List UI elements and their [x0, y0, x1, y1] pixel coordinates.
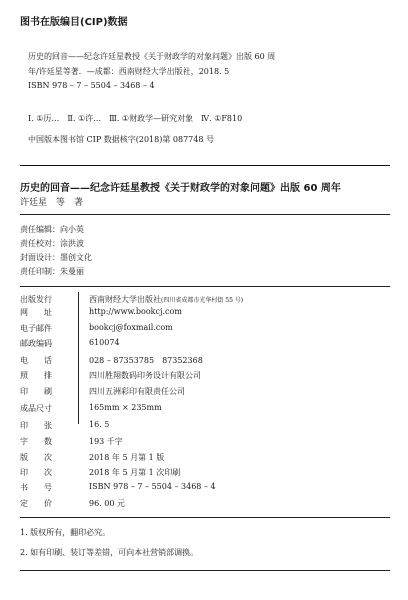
detail-value: 028 – 87353785 87352368 [89, 356, 203, 365]
detail-value: 16. 5 [89, 420, 110, 429]
detail-row-publisher [20, 294, 390, 306]
detail-value: 2018 年 5 月第 1 次印刷 [89, 468, 181, 477]
detail-value: 四川五洲彩印有限责任公司 [89, 387, 185, 396]
detail-label: 电子邮件 [20, 324, 52, 333]
detail-row-edition [20, 452, 390, 464]
detail-row-typesetting [20, 370, 390, 382]
divider-rule [20, 165, 390, 166]
divider-rule [20, 570, 390, 571]
cip-line-classification: Ⅰ. ①历… Ⅱ. ①许… Ⅲ. ①财政学—研究对象 Ⅳ. ①F810 [28, 114, 243, 123]
book-author: 许廷星 等 著 [20, 198, 84, 208]
detail-value: ISBN 978 – 7 – 5504 – 3468 – 4 [89, 482, 216, 491]
detail-label: 印 次 [20, 468, 52, 477]
book-title: 历史的回音——纪念许廷星教授《关于财政学的对象问题》出版 60 周年 [20, 183, 341, 194]
divider-rule [20, 517, 390, 518]
detail-label: 出版发行 [20, 295, 52, 304]
detail-row-word-count [20, 436, 390, 448]
detail-value: 西南财经大学出版社(四川省成都市光华村街 55 号) [89, 295, 244, 304]
detail-value: 165mm × 235mm [89, 403, 162, 412]
detail-label: 电 话 [20, 356, 52, 365]
detail-row-impression [20, 467, 390, 479]
note-copyright: 1. 版权所有，翻印必究。 [20, 528, 111, 537]
cip-line-title-2: 年/许廷星等著．—成都：西南财经大学出版社，2018. 5 [28, 67, 230, 76]
detail-label: 版 次 [20, 453, 52, 462]
detail-value: 96. 00 元 [89, 499, 125, 508]
detail-row-trim-size [20, 403, 390, 415]
divider-rule [20, 214, 390, 215]
divider-rule [20, 286, 390, 287]
detail-label: 成品尺寸 [20, 404, 52, 413]
staff-cover-design: 封面设计：墨创文化 [20, 253, 92, 262]
detail-row-printing [20, 386, 390, 398]
detail-row-postcode [20, 338, 390, 350]
detail-label: 印 刷 [20, 387, 52, 396]
detail-label: 字 数 [20, 437, 52, 446]
detail-label: 书 号 [20, 483, 52, 492]
detail-value: 2018 年 5 月第 1 版 [89, 453, 165, 462]
staff-editor: 责任编辑：向小英 [20, 225, 84, 234]
detail-value: 193 千字 [89, 437, 123, 446]
detail-value: 610074 [89, 338, 120, 347]
detail-row-isbn [20, 482, 390, 494]
detail-row-website [20, 307, 390, 319]
publisher-address: (四川省成都市光华村街 55 号) [161, 297, 244, 304]
detail-label: 印 张 [20, 421, 52, 430]
detail-row-phone [20, 355, 390, 367]
cip-line-title-1: 历史的回音——纪念许廷星教授《关于财政学的对象问题》出版 60 周 [28, 52, 276, 61]
detail-value: bookcj@foxmail.com [89, 323, 173, 332]
staff-proofreader: 责任校对：涂洪波 [20, 239, 84, 248]
detail-label: 定 价 [20, 499, 52, 508]
detail-label: 邮政编码 [20, 339, 52, 348]
detail-row-sheets [20, 420, 390, 432]
detail-label: 网 址 [20, 308, 52, 317]
note-returns: 2. 如有印刷、装订等差错，可向本社营销部调换。 [20, 548, 199, 557]
cip-line-record-number: 中国版本图书馆 CIP 数据核字(2018)第 087748 号 [28, 135, 214, 144]
detail-value: 四川胜翔数码印务设计有限公司 [89, 371, 201, 380]
cip-line-isbn: ISBN 978 – 7 – 5504 – 3468 – 4 [28, 81, 155, 90]
staff-print-manager: 责任印制：朱曼丽 [20, 267, 84, 276]
cip-heading: 图书在版编目(CIP)数据 [20, 17, 128, 28]
detail-row-email [20, 323, 390, 335]
detail-row-price [20, 498, 390, 510]
detail-label: 照 排 [20, 371, 52, 380]
detail-value: http://www.bookcj.com [89, 307, 182, 316]
